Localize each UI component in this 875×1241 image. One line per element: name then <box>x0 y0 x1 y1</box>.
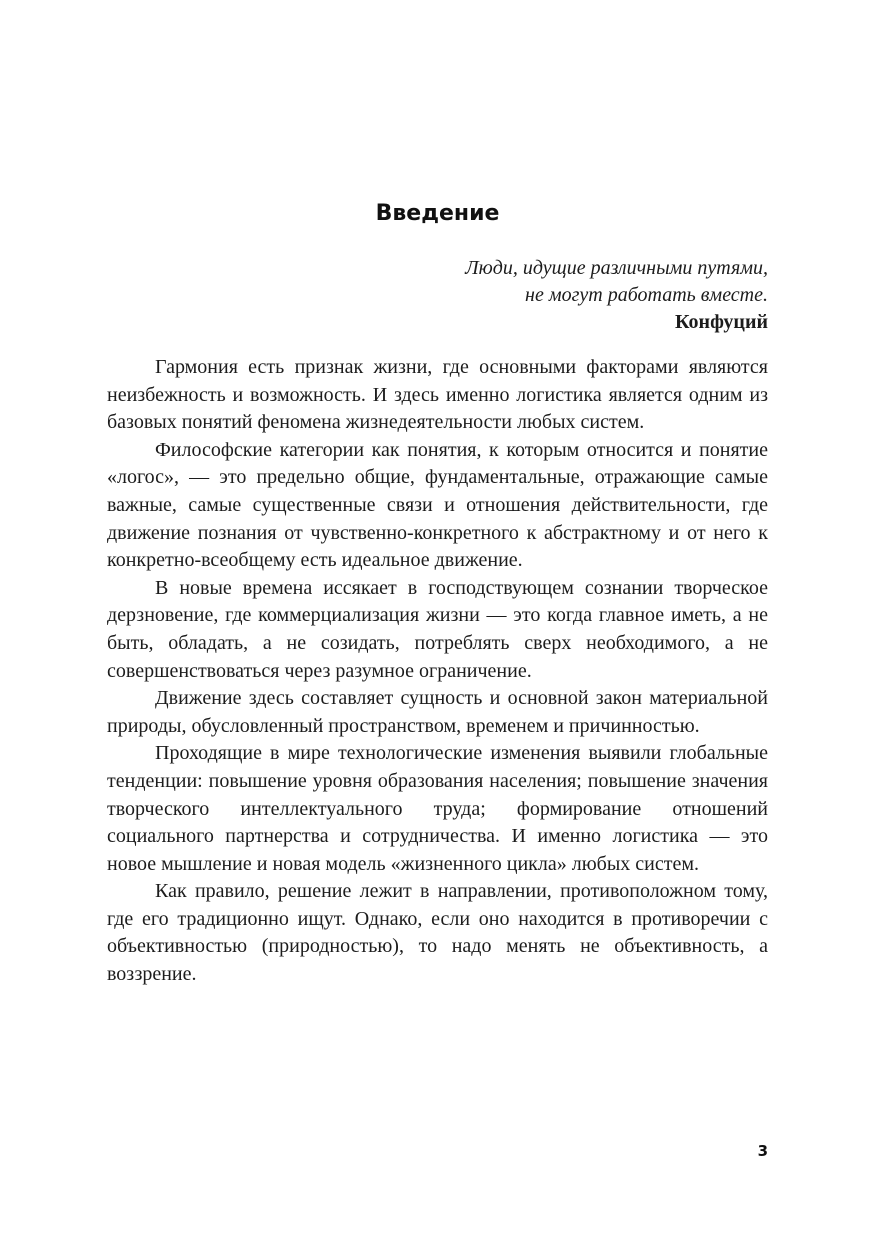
body-text <box>107 354 768 989</box>
epigraph-line-2: не могут работать вместе. <box>525 284 768 306</box>
paragraph: Движение здесь составляет сущность и основной закон материальной природы, обусловленный пространством, временем и причинностью. <box>107 687 768 737</box>
paragraph: В новые времена иссякает в господствующем сознании творческое дерзновение, где коммерциализация жизни — это когда главное иметь, а не быть, обладать, а не созидать, потреблять сверх необходимого, а не совершенствоваться через разумное ограничение. <box>107 576 768 682</box>
page-number: 3 <box>757 1142 768 1160</box>
epigraph <box>465 255 768 336</box>
paragraph: Проходящие в мире технологические изменения выявили глобальные тенденции: повышение уровня образования населения; повышение значения творческого интеллектуального труда; формирование отношений социального партнерства и сотрудничества. И именно логистика — это новое мышление и новая модель «жизненного цикла» любых систем. <box>107 742 768 875</box>
paragraph: Философские категории как понятия, к которым относится и понятие «логос», — это предельно общие, фундаментальные, отражающие самые важные, самые существенные связи и отношения действительности, где движение познания от чувственно-конкретного к абстрактному и от него к конкретно-всеобщему есть идеальное движение. <box>107 438 768 572</box>
paragraph: Гармония есть признак жизни, где основными факторами являются неизбежность и возможность. И здесь именно логистика является одним из базовых понятий феномена жизнедеятельности любых систем. <box>107 356 768 434</box>
page-title: Введение <box>375 201 500 226</box>
epigraph-author: Конфуций <box>675 311 768 333</box>
epigraph-line-1: Люди, идущие различными путями, <box>465 257 768 279</box>
paragraph: Как правило, решение лежит в направлении, противоположном тому, где его традиционно ищут. Однако, если оно находится в противоречии с объективностью (природностью), то надо менять не объективность, а воззрение. <box>107 880 768 986</box>
